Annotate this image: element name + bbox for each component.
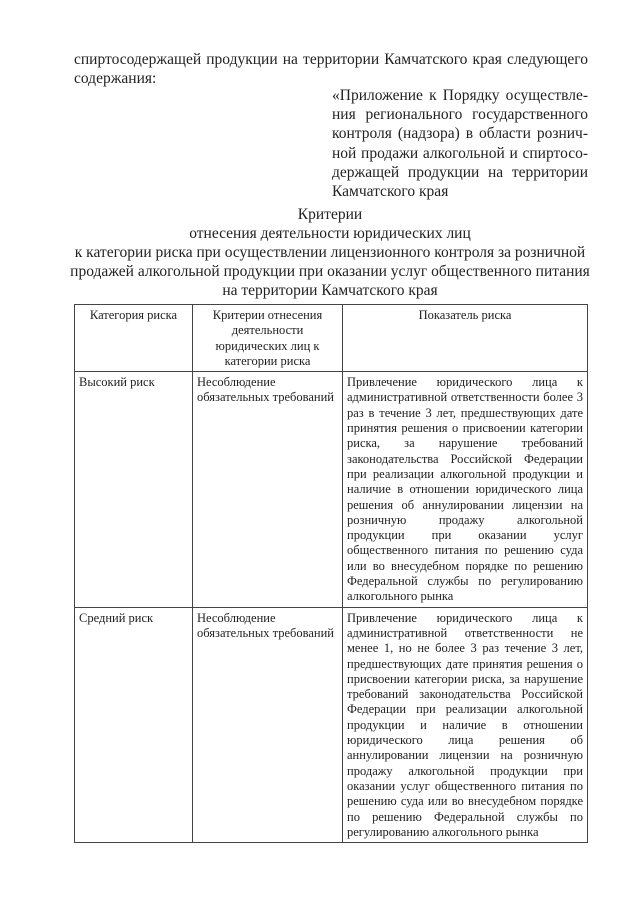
intro-line-1: спиртосодержащей продукции на территории Камчатского края следующего <box>74 51 588 68</box>
risk-criteria-table <box>74 304 588 843</box>
appendix-line: «Приложение к Порядку осуществле- <box>332 87 588 104</box>
cell-category: Высокий риск <box>75 372 193 607</box>
cell-indicator: Привлечение юридического лица к административной ответственности не менее 1, но не более 3 раз течение 3 лет, предшествующих дате принятия решения о присвоении категории риска, за нарушение требований законодательства Российской Федерации при реализации алкогольной продукции и наличие в отношении юридического лица решения об аннулировании лицензии на розничную продажу алкогольной продукции при оказании услуг общественного питания по решению суда или во внесудебном порядке по решению Федеральной службы по регулированию алкогольного рынка <box>343 607 588 842</box>
heading-line: отнесения деятельности юридических лиц <box>189 225 471 242</box>
intro-line-2: содержания: <box>74 70 157 87</box>
appendix-line: ния регионального государственного <box>332 106 588 124</box>
cell-category: Средний риск <box>75 607 193 842</box>
table-row <box>75 607 588 842</box>
appendix-reference <box>332 86 588 201</box>
intro-paragraph <box>74 50 588 88</box>
heading-title: Критерии <box>297 206 363 223</box>
header-indicator: Показатель риска <box>343 305 588 372</box>
cell-indicator: Привлечение юридического лица к административной ответственности более 3 раз в течение 3 лет, предшествующих дате принятия решения о присвоении категории риска, за нарушение требований законодательства Российской Федерации при реализации алкогольной продукции и наличие в отношении юридического лица решения об аннулировании лицензии на розничную продажу алкогольной продукции при оказании услуг общественного питания по решению суда или во внесудебном порядке по решению Федеральной службы по регулированию алкогольного рынка <box>343 372 588 607</box>
appendix-line: контроля (надзора) в области рознич- <box>332 125 588 143</box>
header-criteria: Критерии отнесения деятельности юридических лиц к категории риска <box>193 305 343 372</box>
heading-line: на территории Камчатского края <box>222 282 438 299</box>
appendix-line: держащей продукции на территории <box>332 163 588 181</box>
table-row <box>75 372 588 607</box>
document-heading <box>60 205 600 300</box>
header-category: Категория риска <box>75 305 193 372</box>
heading-line: продажей алкогольной продукции при оказании услуг общественного питания <box>70 263 590 280</box>
appendix-line: ной продажи алкогольной и спиртосо- <box>332 144 588 162</box>
appendix-line: Камчатского края <box>332 183 449 201</box>
cell-criterion: Несоблюдение обязательных требований <box>193 607 343 842</box>
cell-criterion: Несоблюдение обязательных требований <box>193 372 343 607</box>
table-header-row <box>75 305 588 372</box>
heading-line: к категории риска при осуществлении лицензионного контроля за розничной <box>74 244 586 261</box>
